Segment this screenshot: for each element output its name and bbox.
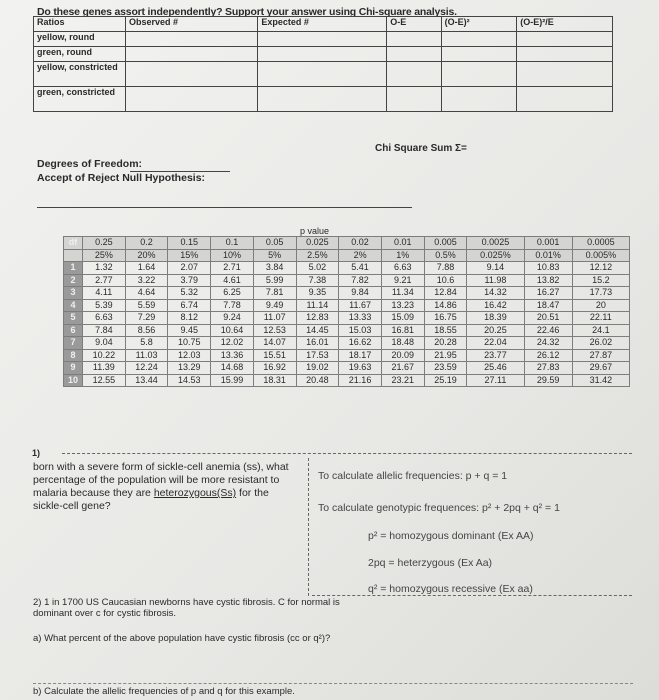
table-row [64, 324, 630, 337]
p-value-cell: 0.0005 [572, 237, 629, 250]
table-row [34, 62, 613, 87]
critical-value-cell: 9.45 [168, 324, 211, 337]
critical-value-cell: 27.87 [572, 349, 629, 362]
chi-square-sum-label: Chi Square Sum Σ= [375, 143, 467, 154]
df-cell: 10 [64, 374, 83, 387]
table-cell[interactable] [258, 47, 387, 62]
critical-value-cell: 5.59 [125, 299, 168, 312]
critical-value-cell: 10.75 [168, 337, 211, 350]
percent-cell: 0.5% [424, 249, 467, 262]
percent-cell: 10% [211, 249, 254, 262]
table-cell[interactable] [258, 87, 387, 112]
critical-value-cell: 5.39 [83, 299, 126, 312]
p-value-cell: 0.25 [83, 237, 126, 250]
percent-cell: 1% [381, 249, 424, 262]
critical-value-cell: 7.38 [296, 274, 339, 287]
critical-value-cell: 10.64 [211, 324, 254, 337]
critical-value-cell: 25.46 [467, 362, 524, 375]
divider [62, 453, 632, 454]
divider [308, 458, 309, 596]
critical-value-cell: 22.46 [524, 324, 572, 337]
table-cell[interactable] [517, 47, 613, 62]
table-cell[interactable] [387, 47, 441, 62]
critical-value-cell: 15.09 [381, 312, 424, 325]
critical-value-cell: 2.77 [83, 274, 126, 287]
question-2a: a) What percent of the above population have cystic fibrosis (cc or q²)? [33, 633, 331, 644]
critical-value-cell: 26.12 [524, 349, 572, 362]
critical-value-cell: 7.81 [253, 287, 296, 300]
critical-value-cell: 23.21 [381, 374, 424, 387]
table-cell[interactable] [517, 87, 613, 112]
critical-value-cell: 12.83 [296, 312, 339, 325]
critical-value-cell: 21.67 [381, 362, 424, 375]
table-row [64, 337, 630, 350]
critical-value-cell: 11.98 [467, 274, 524, 287]
percent-cell: 2.5% [296, 249, 339, 262]
critical-value-cell: 8.12 [168, 312, 211, 325]
table-cell[interactable] [126, 47, 258, 62]
header-ratios: Ratios [34, 17, 126, 32]
percent-cell: 15% [168, 249, 211, 262]
critical-value-cell: 3.79 [168, 274, 211, 287]
critical-value-cell: 12.55 [83, 374, 126, 387]
table-cell[interactable] [387, 32, 441, 47]
critical-value-cell: 20.51 [524, 312, 572, 325]
question-1-text: born with a severe form of sickle-cell anemia (ss), what percentage of the population will be more resistant to malaria because they are [33, 461, 289, 499]
header-o-minus-e: O-E [387, 17, 441, 32]
table-cell[interactable] [441, 87, 517, 112]
percent-cell: 20% [125, 249, 168, 262]
critical-value-cell: 20.09 [381, 349, 424, 362]
percent-row [64, 249, 630, 262]
p-value-cell: 0.2 [125, 237, 168, 250]
critical-value-cell: 3.22 [125, 274, 168, 287]
critical-value-cell: 4.11 [83, 287, 126, 300]
critical-value-cell: 7.84 [83, 324, 126, 337]
table-row [64, 362, 630, 375]
chi-square-question: Do these genes assort independently? Support your answer using Chi-square analysis. [37, 6, 457, 18]
critical-value-cell: 14.07 [253, 337, 296, 350]
critical-value-cell: 25.19 [424, 374, 467, 387]
header-chi-term: (O-E)²/E [517, 17, 613, 32]
critical-value-cell: 17.53 [296, 349, 339, 362]
table-cell[interactable] [258, 32, 387, 47]
critical-value-cell: 14.45 [296, 324, 339, 337]
critical-value-cell: 12.84 [424, 287, 467, 300]
critical-value-cell: 11.67 [339, 299, 382, 312]
df-cell: 8 [64, 349, 83, 362]
critical-value-cell: 14.53 [168, 374, 211, 387]
critical-value-cell: 13.82 [524, 274, 572, 287]
table-cell[interactable] [387, 62, 441, 87]
accept-reject-label: Accept of Reject Null Hypothesis: [37, 172, 206, 184]
critical-value-cell: 2.07 [168, 262, 211, 275]
row-label: yellow, round [34, 32, 126, 47]
critical-value-cell: 13.44 [125, 374, 168, 387]
critical-value-cell: 16.75 [424, 312, 467, 325]
critical-value-cell: 29.67 [572, 362, 629, 375]
critical-value-cell: 10.6 [424, 274, 467, 287]
critical-value-cell: 18.31 [253, 374, 296, 387]
table-cell[interactable] [441, 62, 517, 87]
p-value-cell: 0.05 [253, 237, 296, 250]
table-row [64, 312, 630, 325]
df-cell: 7 [64, 337, 83, 350]
percent-cell: 0.01% [524, 249, 572, 262]
critical-value-cell: 6.63 [381, 262, 424, 275]
critical-value-cell: 15.99 [211, 374, 254, 387]
row-label: green, constricted [34, 87, 126, 112]
row-label: green, round [34, 47, 126, 62]
critical-value-cell: 1.32 [83, 262, 126, 275]
critical-value-cell: 10.83 [524, 262, 572, 275]
header-observed: Observed # [126, 17, 258, 32]
heterozygous-def: 2pq = heterzygous (Ex Aa) [368, 557, 493, 569]
df-cell: 6 [64, 324, 83, 337]
critical-value-cell: 9.21 [381, 274, 424, 287]
critical-value-cell: 5.02 [296, 262, 339, 275]
table-row [64, 374, 630, 387]
df-cell: 2 [64, 274, 83, 287]
critical-value-cell: 7.29 [125, 312, 168, 325]
p-value-cell: 0.01 [381, 237, 424, 250]
critical-value-cell: 20 [572, 299, 629, 312]
critical-value-cell: 18.17 [339, 349, 382, 362]
critical-value-cell: 16.92 [253, 362, 296, 375]
table-cell[interactable] [441, 32, 517, 47]
critical-value-cell: 5.41 [339, 262, 382, 275]
critical-value-cell: 15.51 [253, 349, 296, 362]
critical-value-cell: 12.53 [253, 324, 296, 337]
critical-value-cell: 24.32 [524, 337, 572, 350]
table-cell[interactable] [126, 32, 258, 47]
critical-value-cell: 11.39 [83, 362, 126, 375]
critical-value-cell: 18.47 [524, 299, 572, 312]
p-value-cell: 0.025 [296, 237, 339, 250]
df-cell: 1 [64, 262, 83, 275]
table-row [64, 349, 630, 362]
critical-value-cell: 21.95 [424, 349, 467, 362]
critical-value-cell: 13.33 [339, 312, 382, 325]
critical-value-cell: 7.88 [424, 262, 467, 275]
table-cell[interactable] [441, 47, 517, 62]
critical-value-cell: 10.22 [83, 349, 126, 362]
critical-value-cell: 4.64 [125, 287, 168, 300]
critical-value-cell: 9.24 [211, 312, 254, 325]
critical-value-cell: 23.59 [424, 362, 467, 375]
critical-value-cell: 11.03 [125, 349, 168, 362]
table-row [64, 287, 630, 300]
critical-value-cell: 4.61 [211, 274, 254, 287]
critical-value-cell: 9.84 [339, 287, 382, 300]
p-value-cell: 0.001 [524, 237, 572, 250]
critical-value-cell: 5.32 [168, 287, 211, 300]
critical-value-cell: 13.29 [168, 362, 211, 375]
critical-value-cell: 11.07 [253, 312, 296, 325]
critical-value-cell: 11.34 [381, 287, 424, 300]
question-1-underlined: heterozygous(Ss) [153, 487, 237, 499]
homozygous-dominant-def: p² = homozygous dominant (Ex AA) [368, 530, 534, 542]
critical-value-cell: 22.04 [467, 337, 524, 350]
critical-value-cell: 11.14 [296, 299, 339, 312]
critical-value-cell: 16.81 [381, 324, 424, 337]
table-cell[interactable] [387, 87, 441, 112]
critical-value-cell: 7.82 [339, 274, 382, 287]
critical-value-cell: 12.02 [211, 337, 254, 350]
p-value-label: p value [300, 226, 330, 236]
critical-value-cell: 3.84 [253, 262, 296, 275]
df-cell: 5 [64, 312, 83, 325]
question-1 [33, 461, 301, 513]
table-cell[interactable] [126, 87, 258, 112]
critical-value-cell: 21.16 [339, 374, 382, 387]
p-value-cell: 0.15 [168, 237, 211, 250]
divider [312, 595, 632, 596]
df-header: df [64, 237, 83, 250]
question-2: 2) 1 in 1700 US Caucasian newborns have cystic fibrosis. C for normal is dominant over c for cystic fibrosis. [33, 597, 340, 619]
critical-value-cell: 19.02 [296, 362, 339, 375]
critical-value-cell: 15.03 [339, 324, 382, 337]
chi-square-critical-table [63, 236, 630, 387]
allelic-formula: To calculate allelic frequencies: p + q = 1 [318, 470, 508, 482]
table-row [64, 262, 630, 275]
percent-cell: 0.025% [467, 249, 524, 262]
critical-value-cell: 13.23 [381, 299, 424, 312]
percent-cell: 2% [339, 249, 382, 262]
critical-value-cell: 6.25 [211, 287, 254, 300]
critical-value-cell: 23.77 [467, 349, 524, 362]
critical-value-cell: 22.11 [572, 312, 629, 325]
table-row [64, 299, 630, 312]
df-blank [64, 249, 83, 262]
divider [33, 683, 633, 684]
critical-value-cell: 20.48 [296, 374, 339, 387]
table-cell[interactable] [258, 62, 387, 87]
critical-value-cell: 16.62 [339, 337, 382, 350]
percent-cell: 25% [83, 249, 126, 262]
df-cell: 4 [64, 299, 83, 312]
question-2b: b) Calculate the allelic frequencies of p and q for this example. [33, 686, 295, 697]
p-value-row [64, 237, 630, 250]
critical-value-cell: 15.2 [572, 274, 629, 287]
critical-value-cell: 18.55 [424, 324, 467, 337]
table-cell[interactable] [126, 62, 258, 87]
critical-value-cell: 20.25 [467, 324, 524, 337]
table-cell[interactable] [517, 62, 613, 87]
critical-value-cell: 12.03 [168, 349, 211, 362]
table-row [34, 87, 613, 112]
critical-value-cell: 16.01 [296, 337, 339, 350]
critical-value-cell: 27.83 [524, 362, 572, 375]
critical-value-cell: 5.8 [125, 337, 168, 350]
critical-value-cell: 9.49 [253, 299, 296, 312]
genotypic-formula: To calculate genotypic frequences: p² + 2pq + q² = 1 [318, 502, 560, 514]
critical-value-cell: 2.71 [211, 262, 254, 275]
df-cell: 3 [64, 287, 83, 300]
critical-value-cell: 29.59 [524, 374, 572, 387]
question-1-tail: for the sickle-cell gene? [33, 487, 269, 512]
table-row [34, 32, 613, 47]
critical-value-cell: 19.63 [339, 362, 382, 375]
critical-value-cell: 18.48 [381, 337, 424, 350]
percent-cell: 0.005% [572, 249, 629, 262]
critical-value-cell: 13.36 [211, 349, 254, 362]
critical-value-cell: 14.86 [424, 299, 467, 312]
critical-value-cell: 9.35 [296, 287, 339, 300]
critical-value-cell: 27.11 [467, 374, 524, 387]
critical-value-cell: 26.02 [572, 337, 629, 350]
p-value-cell: 0.0025 [467, 237, 524, 250]
critical-value-cell: 5.99 [253, 274, 296, 287]
critical-value-cell: 9.14 [467, 262, 524, 275]
p-value-cell: 0.1 [211, 237, 254, 250]
critical-value-cell: 12.12 [572, 262, 629, 275]
critical-value-cell: 17.73 [572, 287, 629, 300]
critical-value-cell: 31.42 [572, 374, 629, 387]
question-1-number: 1) [32, 448, 41, 458]
critical-value-cell: 16.42 [467, 299, 524, 312]
row-label: yellow, constricted [34, 62, 126, 87]
percent-cell: 5% [253, 249, 296, 262]
header-expected: Expected # [258, 17, 387, 32]
critical-value-cell: 24.1 [572, 324, 629, 337]
critical-value-cell: 8.56 [125, 324, 168, 337]
header-o-minus-e-squared: (O-E)² [441, 17, 517, 32]
critical-value-cell: 14.68 [211, 362, 254, 375]
critical-value-cell: 6.74 [168, 299, 211, 312]
homozygous-recessive-def: q² = homozygous recessive (Ex aa) [368, 583, 533, 595]
ratio-table-header [34, 17, 613, 32]
ratio-table [33, 16, 613, 112]
table-cell[interactable] [517, 32, 613, 47]
critical-value-cell: 18.39 [467, 312, 524, 325]
table-row [34, 47, 613, 62]
accept-reject-blank[interactable] [37, 207, 412, 208]
critical-value-cell: 16.27 [524, 287, 572, 300]
critical-value-cell: 9.04 [83, 337, 126, 350]
p-value-cell: 0.02 [339, 237, 382, 250]
table-row [64, 274, 630, 287]
degrees-of-freedom-label: Degrees of Freedom: [37, 158, 143, 170]
critical-value-cell: 6.63 [83, 312, 126, 325]
critical-value-cell: 7.78 [211, 299, 254, 312]
critical-value-cell: 14.32 [467, 287, 524, 300]
p-value-cell: 0.005 [424, 237, 467, 250]
df-cell: 9 [64, 362, 83, 375]
critical-value-cell: 1.64 [125, 262, 168, 275]
critical-value-cell: 20.28 [424, 337, 467, 350]
critical-value-cell: 12.24 [125, 362, 168, 375]
